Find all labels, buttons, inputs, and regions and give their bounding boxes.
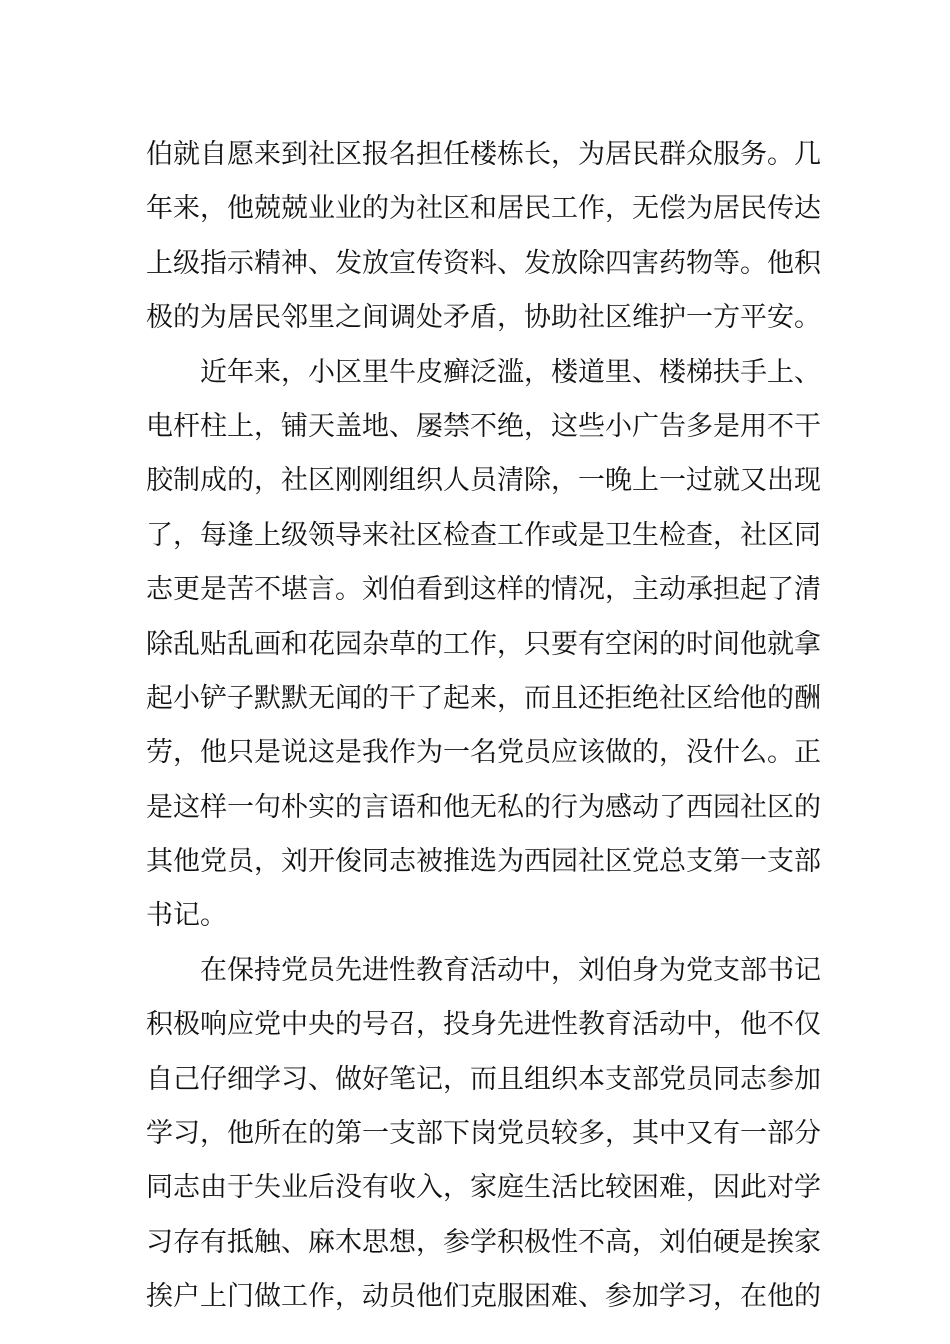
text-line: 了，每逢上级领导来社区检查工作或是卫生检查，社区同 <box>146 519 821 551</box>
text-line: 劳，他只是说这是我作为一名党员应该做的，没什么。正 <box>146 737 821 769</box>
text-line: 书记。 <box>146 900 227 932</box>
text-line: 自己仔细学习、做好笔记，而且组织本支部党员同志参加 <box>146 1063 821 1095</box>
text-line: 伯就自愿来到社区报名担任楼栋长，为居民群众服务。几 <box>146 139 821 170</box>
text-line: 在保持党员先进性教育活动中，刘伯身为党支部书记 <box>200 954 821 986</box>
text-line: 志更是苦不堪言。刘伯看到这样的情况，主动承担起了清 <box>146 574 821 606</box>
text-line: 同志由于失业后没有收入，家庭生活比较困难，因此对学 <box>146 1172 821 1204</box>
text-line: 起小铲子默默无闻的干了起来，而且还拒绝社区给他的酬 <box>146 682 821 714</box>
text-line: 习存有抵触、麻木思想，参学积极性不高，刘伯硬是挨家 <box>146 1226 821 1258</box>
text-line: 年来，他兢兢业业的为社区和居民工作，无偿为居民传达 <box>146 193 821 225</box>
text-line: 挨户上门做工作，动员他们克服困难、参加学习，在他的 <box>146 1281 821 1313</box>
text-line: 电杆柱上，铺天盖地、屡禁不绝，这些小广告多是用不干 <box>146 410 821 442</box>
text-line: 学习，他所在的第一支部下岗党员较多，其中又有一部分 <box>146 1118 821 1150</box>
text-line: 除乱贴乱画和花园杂草的工作，只要有空闲的时间他就拿 <box>146 628 821 660</box>
text-line: 其他党员，刘开俊同志被推选为西园社区党总支第一支部 <box>146 846 821 878</box>
text-line: 近年来，小区里牛皮癣泛滥，楼道里、楼梯扶手上、 <box>200 356 821 388</box>
text-line: 极的为居民邻里之间调处矛盾，协助社区维护一方平安。 <box>146 302 821 334</box>
text-line: 胶制成的，社区刚刚组织人员清除，一晚上一过就又出现 <box>146 465 821 497</box>
text-line: 积极响应党中央的号召，投身先进性教育活动中，他不仅 <box>146 1009 821 1041</box>
text-line: 上级指示精神、发放宣传资料、发放除四害药物等。他积 <box>146 247 821 279</box>
body-text <box>146 128 821 1325</box>
text-line: 是这样一句朴实的言语和他无私的行为感动了西园社区的 <box>146 791 821 823</box>
